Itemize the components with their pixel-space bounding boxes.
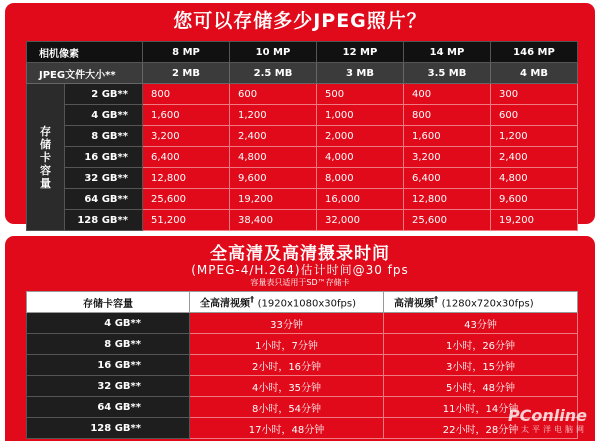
sd-card-note: 容量表只适用于SD™存储卡: [250, 278, 350, 287]
value-cell: 8,000: [317, 168, 404, 189]
watermark-sub: 太平洋电脑网: [521, 425, 587, 434]
value-cell: 2,000: [317, 126, 404, 147]
row-card-size: 4 GB**: [65, 105, 143, 126]
row-card-size: 4 GB**: [27, 313, 190, 334]
row-card-size: 8 GB**: [27, 334, 190, 355]
value-cell: 500: [317, 84, 404, 105]
side-label-text: 存 储 卡 容 量: [40, 124, 51, 190]
row-card-size: 32 GB**: [65, 168, 143, 189]
hd-time: 11小时，14分钟: [384, 397, 578, 418]
value-cell: 4,000: [317, 147, 404, 168]
table-row: [27, 105, 578, 126]
video-panel-subtitle: (MPEG-4/H.264)估计时间@30 fps: [191, 263, 409, 277]
mp-col: 14 MP: [404, 42, 491, 63]
table-row: [27, 313, 578, 334]
value-cell: 12,800: [143, 168, 230, 189]
mp-col: 146 MP: [491, 42, 578, 63]
full-hd-time: 1小时，7分钟: [190, 334, 384, 355]
video-time-table: [26, 291, 578, 439]
value-cell: 800: [404, 105, 491, 126]
value-cell: 3,200: [404, 147, 491, 168]
value-cell: 600: [230, 84, 317, 105]
full-hd-time: 2小时，16分钟: [190, 355, 384, 376]
hd-sup: †: [434, 294, 439, 305]
value-cell: 4,800: [230, 147, 317, 168]
mp-col: 8 MP: [143, 42, 230, 63]
hd-time: 1小时，26分钟: [384, 334, 578, 355]
value-cell: 300: [491, 84, 578, 105]
table-row: [27, 147, 578, 168]
value-cell: 1,200: [491, 126, 578, 147]
mp-col: 12 MP: [317, 42, 404, 63]
value-cell: 6,400: [143, 147, 230, 168]
video-header-row: [27, 292, 578, 313]
jpeg-panel-title: 您可以存储多少JPEG照片？: [173, 10, 427, 32]
row-card-size: 16 GB**: [65, 147, 143, 168]
table-row: [27, 210, 578, 231]
full-hd-time: 33分钟: [190, 313, 384, 334]
table-row: [27, 334, 578, 355]
value-cell: 3,200: [143, 126, 230, 147]
table-row: [27, 189, 578, 210]
hd-time: 3小时，15分钟: [384, 355, 578, 376]
hd-time: 5小时，48分钟: [384, 376, 578, 397]
full-hd-spec: (1920x1080x30fps): [257, 298, 356, 310]
table-row: [27, 168, 578, 189]
value-cell: 19,200: [491, 210, 578, 231]
row-card-size: 32 GB**: [27, 376, 190, 397]
megapixel-header-row: [27, 42, 578, 63]
full-hd-sup: †: [250, 294, 255, 305]
value-cell: 1,200: [230, 105, 317, 126]
value-cell: 800: [143, 84, 230, 105]
full-hd-time: 8小时，54分钟: [190, 397, 384, 418]
value-cell: 2,400: [230, 126, 317, 147]
value-cell: 16,000: [317, 189, 404, 210]
value-cell: 19,200: [230, 189, 317, 210]
value-cell: 25,600: [143, 189, 230, 210]
row-card-size: 2 GB**: [65, 84, 143, 105]
table-row: [27, 376, 578, 397]
table-row: [27, 418, 578, 439]
value-cell: 4,800: [491, 168, 578, 189]
value-cell: 32,000: [317, 210, 404, 231]
value-cell: 12,800: [404, 189, 491, 210]
value-cell: 51,200: [143, 210, 230, 231]
full-hd-time: 17小时，48分钟: [190, 418, 384, 439]
value-cell: 9,600: [230, 168, 317, 189]
row-card-size: 128 GB**: [65, 210, 143, 231]
value-cell: 1,600: [143, 105, 230, 126]
row-card-size: 64 GB**: [65, 189, 143, 210]
jpeg-capacity-table: [26, 41, 578, 231]
watermark-brand: PConline: [507, 406, 587, 425]
value-cell: 38,400: [230, 210, 317, 231]
watermark: [508, 408, 587, 435]
table-row: [27, 355, 578, 376]
hd-time: 22小时，28分钟: [384, 418, 578, 439]
hd-time: 43分钟: [384, 313, 578, 334]
size-col: 2 MB: [143, 63, 230, 84]
size-col: 4 MB: [491, 63, 578, 84]
value-cell: 400: [404, 84, 491, 105]
value-cell: 25,600: [404, 210, 491, 231]
value-cell: 6,400: [404, 168, 491, 189]
col-full-hd: [190, 292, 384, 313]
video-panel-title: 全高清及高清摄录时间: [210, 244, 390, 264]
size-col: 3 MB: [317, 63, 404, 84]
jpeg-capacity-panel: [5, 3, 595, 224]
table-row: [27, 126, 578, 147]
row-card-size: 128 GB**: [27, 418, 190, 439]
value-cell: 9,600: [491, 189, 578, 210]
card-capacity-side-label: [27, 84, 65, 231]
value-cell: 2,400: [491, 147, 578, 168]
size-label: JPEG文件大小**: [27, 63, 143, 84]
video-time-panel: [5, 236, 595, 441]
full-hd-time: 4小时，35分钟: [190, 376, 384, 397]
value-cell: 1,000: [317, 105, 404, 126]
row-card-size: 64 GB**: [27, 397, 190, 418]
table-row: [27, 397, 578, 418]
full-hd-label: 全高清视频: [200, 298, 250, 310]
size-col: 2.5 MB: [230, 63, 317, 84]
hd-label: 高清视频: [394, 298, 434, 310]
hd-spec: (1280x720x30fps): [441, 298, 534, 310]
mp-col: 10 MP: [230, 42, 317, 63]
pixel-label: 相机像素: [27, 42, 143, 63]
col-card-capacity: 存储卡容量: [27, 292, 190, 313]
row-card-size: 16 GB**: [27, 355, 190, 376]
size-col: 3.5 MB: [404, 63, 491, 84]
col-hd: [384, 292, 578, 313]
table-row: [27, 84, 578, 105]
value-cell: 1,600: [404, 126, 491, 147]
value-cell: 600: [491, 105, 578, 126]
row-card-size: 8 GB**: [65, 126, 143, 147]
filesize-header-row: [27, 63, 578, 84]
